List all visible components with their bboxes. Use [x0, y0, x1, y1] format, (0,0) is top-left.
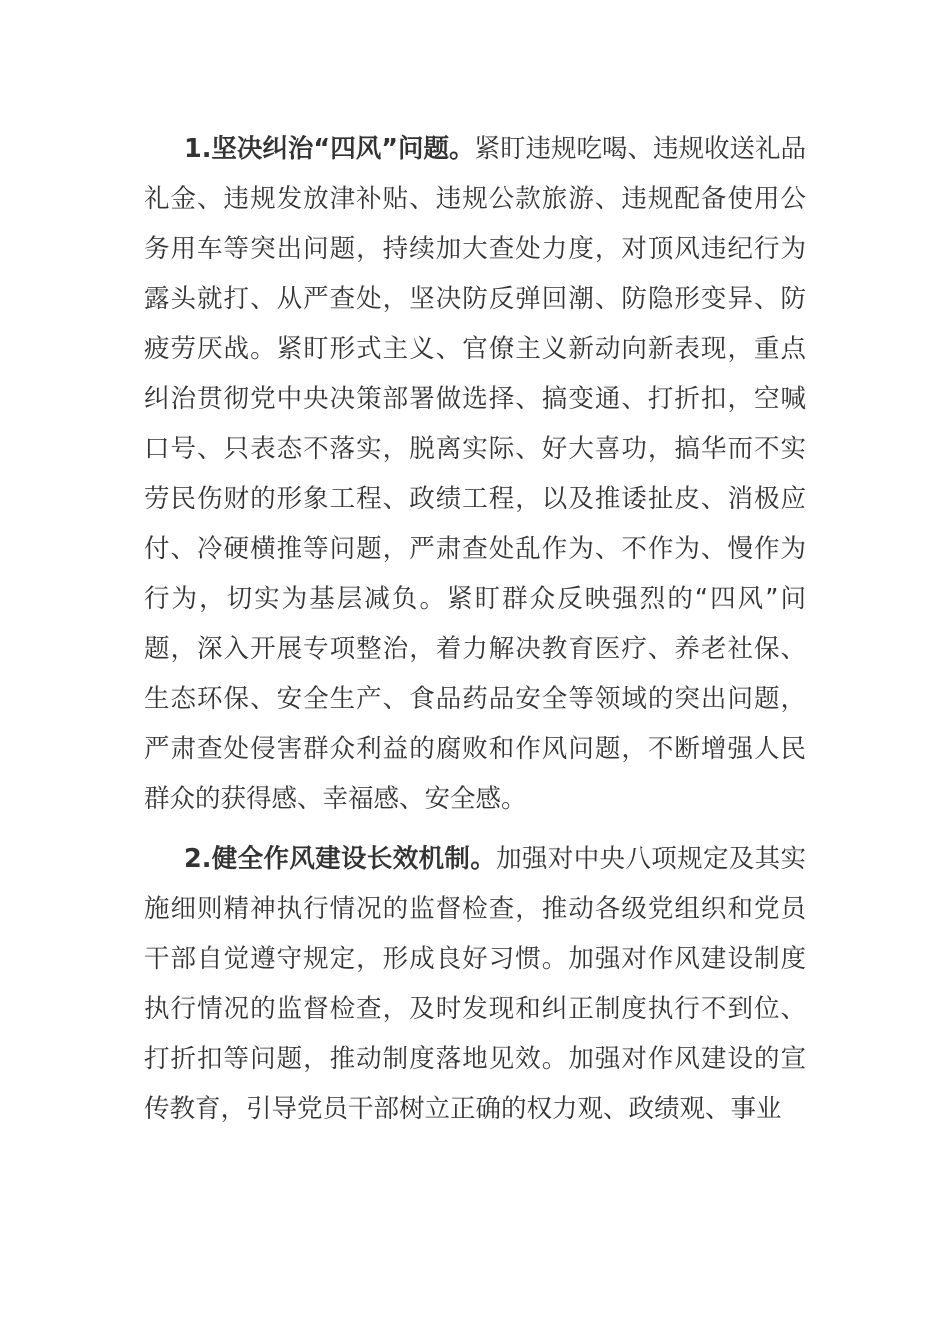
paragraph-1-text: 紧盯违规吃喝、违规收送礼品礼金、违规发放津补贴、违规公款旅游、违规配备使用公务用车等突出问题，持续加大查处力度，对顶风违纪行为露头就打、从严查处，坚决防反弹回潮、防隐形变异、防疲劳厌战。紧盯形式主义、官僚主义新动向新表现，重点纠治贯彻党中央决策部署做选择、搞变通、打折扣，空喊口号、只表态不落实，脱离实际、好大喜功，搞华而不实劳民伤财的形象工程、政绩工程，以及推诿扯皮、消极应付、冷硬横推等问题，严肃查处乱作为、不作为、慢作为行为，切实为基层减负。紧盯群众反映强烈的“四风”问题，深入开展专项整治，着力解决教育医疗、养老社保、生态环保、安全生产、食品药品安全等领域的突出问题，严肃查处侵害群众利益的腐败和作风问题，不断增强人民群众的获得感、幸福感、安全感。 — [144, 134, 806, 814]
paragraph-1-heading: 1.坚决纠治“四风”问题。 — [184, 134, 475, 164]
paragraph-2-heading: 2.健全作风建设长效机制。 — [184, 844, 497, 874]
paragraph-2 — [144, 834, 806, 1134]
paragraph-2-text: 加强对中央八项规定及其实施细则精神执行情况的监督检查，推动各级党组织和党员干部自觉遵守规定，形成良好习惯。加强对作风建设制度执行情况的监督检查，及时发现和纠正制度执行不到位、打折扣等问题，推动制度落地见效。加强对作风建设的宣传教育，引导党员干部树立正确的权力观、政绩观、事业 — [144, 844, 806, 1124]
document-body — [144, 124, 806, 1134]
paragraph-1 — [144, 124, 806, 824]
